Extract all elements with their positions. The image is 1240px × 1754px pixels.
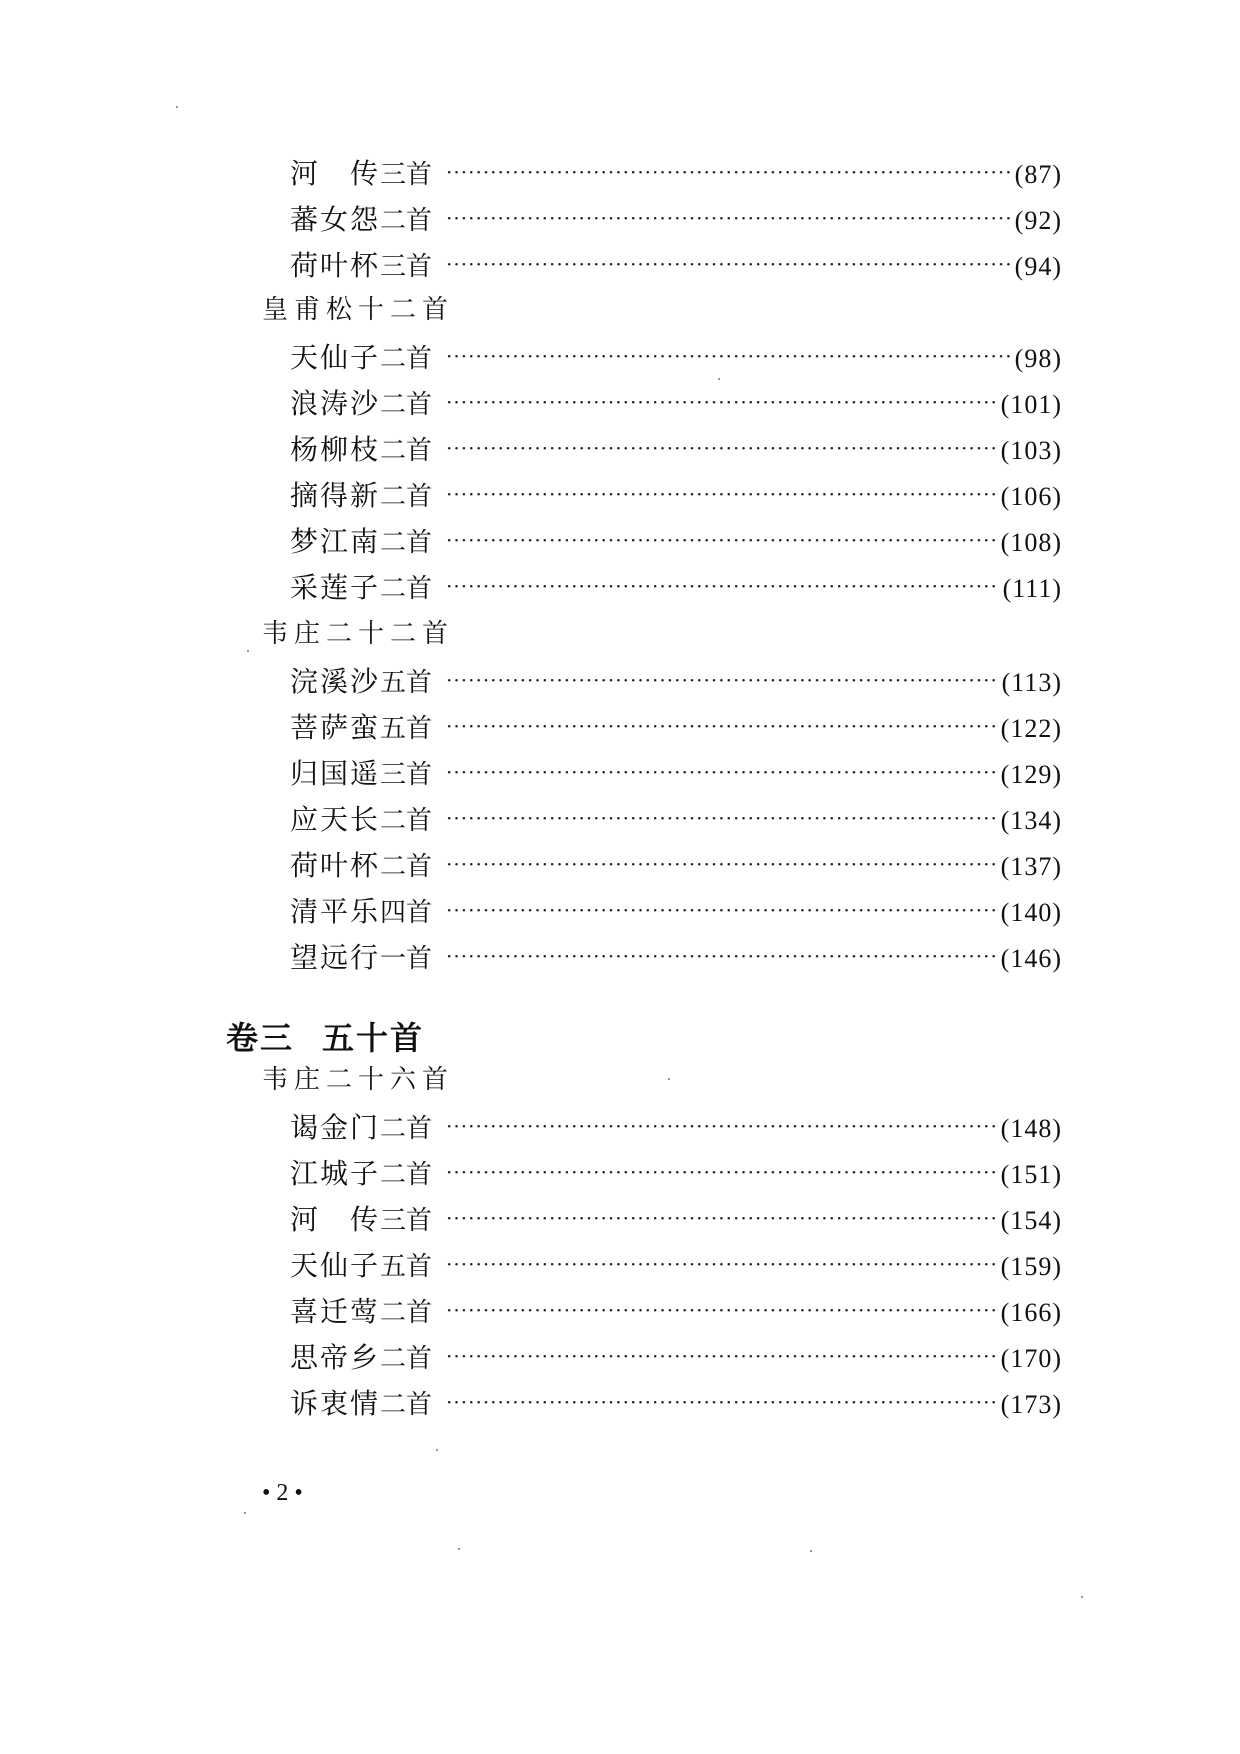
entry-page-number: (101) — [1000, 390, 1062, 419]
toc-entry — [290, 846, 1062, 886]
entry-count: 三首 — [380, 160, 433, 190]
dot-leader — [446, 936, 997, 976]
scan-speck — [718, 378, 720, 380]
entry-page-number: (113) — [1001, 668, 1062, 697]
entry-count: 二首 — [380, 482, 433, 512]
toc-entry — [290, 1292, 1062, 1332]
dot-leader — [446, 660, 998, 700]
scan-speck — [176, 106, 178, 108]
toc-entry — [290, 1154, 1062, 1194]
entry-count: 二首 — [380, 436, 433, 466]
toc-entry — [290, 338, 1062, 378]
entry-count: 四首 — [380, 898, 433, 928]
entry-count: 一首 — [380, 944, 433, 974]
entry-count: 二首 — [380, 1298, 433, 1328]
entry-page-number: (154) — [1000, 1206, 1062, 1235]
toc-entry — [290, 1200, 1062, 1240]
entry-page-number: (151) — [1000, 1160, 1062, 1189]
dot-leader — [446, 1198, 997, 1238]
toc-entry — [290, 568, 1062, 608]
entry-count: 二首 — [380, 1160, 433, 1190]
footer-page-number: • 2 • — [262, 1480, 303, 1506]
dot-leader — [446, 706, 997, 746]
toc-entry — [290, 1338, 1062, 1378]
scan-speck — [1081, 1596, 1083, 1598]
entry-title: 荷叶杯 — [290, 849, 381, 882]
scan-speck — [247, 650, 249, 652]
toc-entry — [290, 1384, 1062, 1424]
entry-page-number: (159) — [1000, 1252, 1062, 1281]
dot-leader — [446, 474, 997, 514]
entry-title: 江城子 — [290, 1157, 381, 1190]
toc-entry — [290, 892, 1062, 932]
entry-count: 二首 — [380, 206, 433, 236]
toc-entry — [290, 154, 1062, 194]
entry-page-number: (140) — [1000, 898, 1062, 927]
entry-page-number: (87) — [1014, 160, 1062, 189]
entry-count: 三首 — [380, 1206, 433, 1236]
entry-page-number: (98) — [1014, 344, 1062, 373]
dot-leader — [446, 336, 1011, 376]
entry-title: 思帝乡 — [290, 1341, 381, 1374]
toc-entry — [290, 1108, 1062, 1148]
toc-entry — [290, 430, 1062, 470]
entry-page-number: (106) — [1000, 482, 1062, 511]
entry-title: 应天长 — [290, 803, 381, 836]
entry-page-number: (108) — [1000, 528, 1062, 557]
entry-count: 二首 — [380, 1344, 433, 1374]
entry-title: 谒金门 — [290, 1111, 381, 1144]
entry-count: 二首 — [380, 574, 433, 604]
toc-entry — [290, 708, 1062, 748]
volume-count: 五十首 — [322, 1019, 425, 1057]
toc-entry — [290, 1246, 1062, 1286]
author-heading: 韦庄二十二首 — [262, 619, 455, 649]
entry-page-number: (111) — [1002, 574, 1062, 603]
entry-title: 诉衷情 — [290, 1387, 381, 1420]
dot-leader — [446, 1106, 997, 1146]
entry-title: 梦江南 — [290, 525, 381, 558]
entry-title: 蕃女怨 — [290, 203, 381, 236]
scan-speck — [668, 1078, 670, 1080]
entry-page-number: (92) — [1014, 206, 1062, 235]
entry-title: 荷叶杯 — [290, 249, 381, 282]
dot-leader — [446, 428, 997, 468]
entry-count: 二首 — [380, 1390, 433, 1420]
dot-leader — [446, 1382, 997, 1422]
dot-leader — [446, 844, 997, 884]
entry-title: 喜迁莺 — [290, 1295, 381, 1328]
dot-leader — [446, 798, 997, 838]
entry-title: 浣溪沙 — [290, 665, 381, 698]
entry-count: 五首 — [380, 714, 433, 744]
entry-count: 二首 — [380, 1114, 433, 1144]
entry-title: 天仙子 — [290, 1249, 381, 1282]
author-heading: 韦庄二十六首 — [262, 1065, 455, 1095]
volume-heading — [226, 1016, 424, 1060]
entry-title: 河 传 — [290, 1203, 381, 1236]
entry-page-number: (170) — [1000, 1344, 1062, 1373]
scan-speck — [458, 1548, 460, 1550]
entry-page-number: (148) — [1000, 1114, 1062, 1143]
entry-count: 二首 — [380, 390, 433, 420]
entry-page-number: (173) — [1000, 1390, 1062, 1419]
entry-title: 天仙子 — [290, 341, 381, 374]
entry-title: 望远行 — [290, 941, 381, 974]
entry-title: 菩萨蛮 — [290, 711, 381, 744]
entry-page-number: (129) — [1000, 760, 1062, 789]
scan-speck — [810, 1550, 812, 1552]
toc-entry — [290, 246, 1062, 286]
toc-entry — [290, 384, 1062, 424]
dot-leader — [446, 382, 997, 422]
dot-leader — [446, 1244, 997, 1284]
dot-leader — [446, 752, 997, 792]
dot-leader — [446, 198, 1011, 238]
scan-speck — [244, 1512, 246, 1514]
entry-count: 三首 — [380, 760, 433, 790]
entry-count: 二首 — [380, 528, 433, 558]
entry-count: 三首 — [380, 252, 433, 282]
entry-count: 五首 — [380, 1252, 433, 1282]
dot-leader — [446, 890, 997, 930]
toc-entry — [290, 938, 1062, 978]
dot-leader — [446, 1152, 997, 1192]
toc-entry — [290, 800, 1062, 840]
entry-page-number: (137) — [1000, 852, 1062, 881]
toc-entry — [290, 754, 1062, 794]
entry-page-number: (94) — [1014, 252, 1062, 281]
dot-leader — [446, 1290, 997, 1330]
dot-leader — [446, 1336, 997, 1376]
entry-title: 归国遥 — [290, 757, 381, 790]
entry-count: 二首 — [380, 806, 433, 836]
entry-page-number: (146) — [1000, 944, 1062, 973]
entry-title: 清平乐 — [290, 895, 381, 928]
entry-count: 二首 — [380, 344, 433, 374]
dot-leader — [446, 566, 999, 606]
toc-entry — [290, 200, 1062, 240]
dot-leader — [446, 152, 1011, 192]
entry-page-number: (122) — [1000, 714, 1062, 743]
scan-speck — [436, 1449, 438, 1451]
entry-title: 河 传 — [290, 157, 381, 190]
entry-title: 杨柳枝 — [290, 433, 381, 466]
author-heading: 皇甫松十二首 — [262, 295, 455, 325]
entry-page-number: (134) — [1000, 806, 1062, 835]
toc-entry — [290, 476, 1062, 516]
dot-leader — [446, 520, 997, 560]
entry-page-number: (166) — [1000, 1298, 1062, 1327]
volume-label: 卷三 — [226, 1019, 295, 1057]
toc-entry — [290, 522, 1062, 562]
entry-title: 采莲子 — [290, 571, 381, 604]
dot-leader — [446, 244, 1011, 284]
entry-title: 摘得新 — [290, 479, 381, 512]
entry-title: 浪涛沙 — [290, 387, 381, 420]
toc-entry — [290, 662, 1062, 702]
entry-page-number: (103) — [1000, 436, 1062, 465]
entry-count: 五首 — [380, 668, 433, 698]
entry-count: 二首 — [380, 852, 433, 882]
